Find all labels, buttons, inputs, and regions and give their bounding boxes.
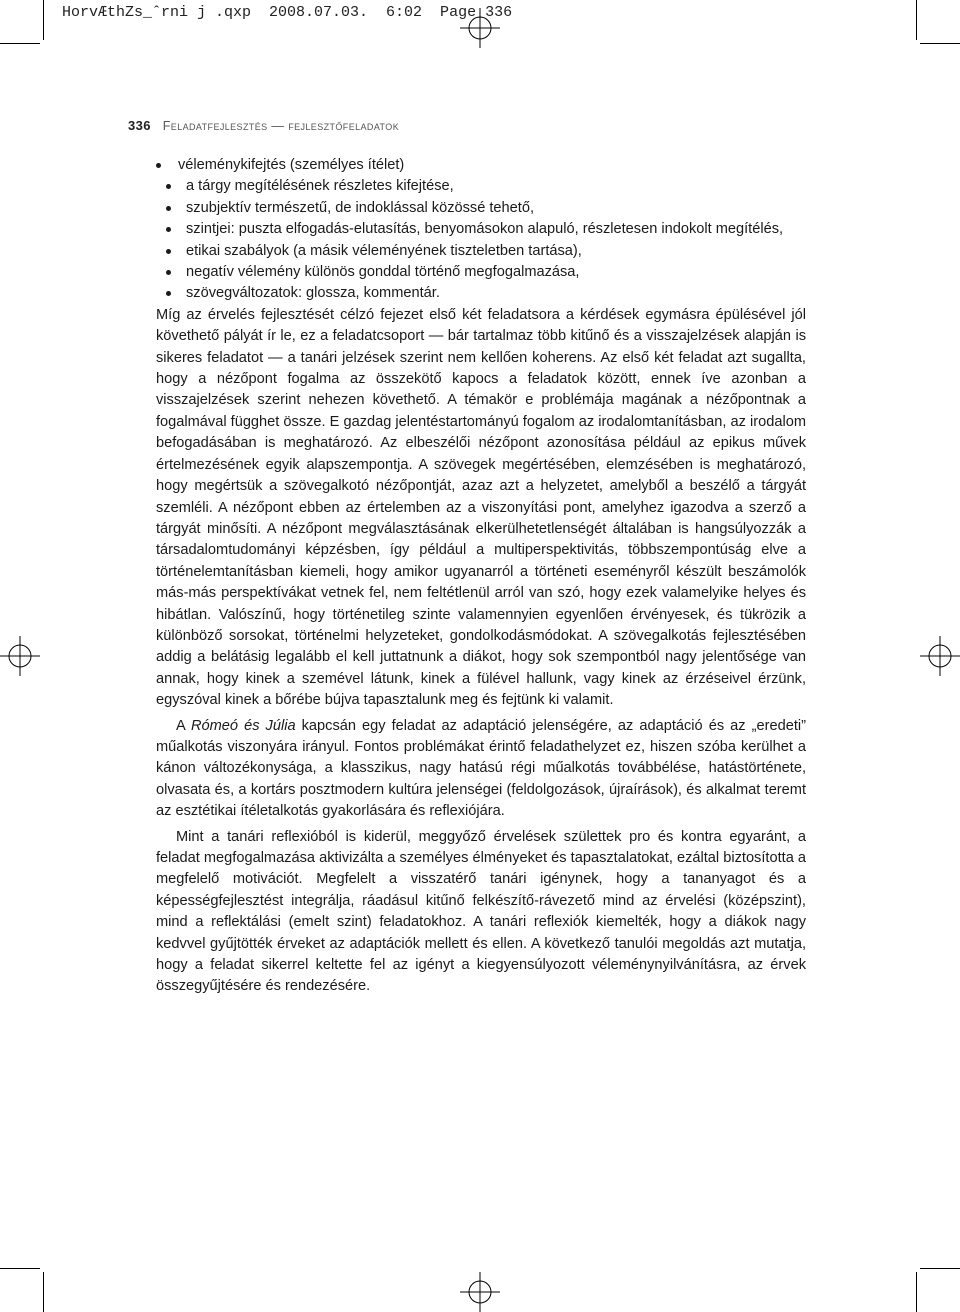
print-slug: HorvÆthZs_ˆrni j .qxp 2008.07.03. 6:02 Page 336	[62, 4, 513, 21]
crop-mark	[920, 1268, 960, 1269]
registration-mark-top	[460, 8, 500, 48]
crop-mark	[0, 43, 40, 44]
page-number: 336	[128, 118, 151, 133]
list-item: negatív vélemény különös gonddal történő megfogalmazása,	[166, 262, 806, 283]
crop-mark	[43, 1272, 44, 1312]
criteria-list	[156, 155, 806, 305]
list-item: véleménykifejtés (személyes ítélet)	[156, 155, 806, 176]
list-item: szintjei: puszta elfogadás-elutasítás, benyomásokon alapuló, részletesen indokolt megítélés,	[166, 219, 806, 240]
list-item: szövegváltozatok: glossza, kommentár.	[166, 283, 806, 304]
paragraph-3: Mint a tanári reflexióból is kiderül, meggyőző érvelések születtek pro és kontra egyaránt, a feladat megfogalmazása aktivizálta a személyes élményeket és tapasztalatokat, ezáltal biztosította a megfelelő motivációt. Megfelelt a visszatérő tanári igénynek, hogy a tananyagot és a képességfejlesztést integrálja, ráadásul kitűnő felkészítő-rávezető mind az érvelési (középszint), mind a reflektálási (emelt szint) feladatokhoz. A tanári reflexiók kiemelték, hogy a diákok nagy kedvvel gyűjtötték érveket az adaptációk mellett és ellen. A következő tanulói megoldás azt mutatja, hogy a feladat sikerrel keltette fel az igényt a kiegyensúlyozott véleménynyilvánításra, az érvek összegyűjtésére és rendezésére.	[156, 828, 806, 995]
list-item: a tárgy megítélésének részletes kifejtése,	[166, 176, 806, 197]
crop-mark	[916, 0, 917, 40]
crop-mark	[920, 43, 960, 44]
running-head	[128, 118, 399, 133]
running-head-title: Feladatfejlesztés — fejlesztőfeladatok	[162, 119, 400, 133]
list-item: szubjektív természetű, de indoklással közössé tehető,	[166, 198, 806, 219]
paragraph-1: Míg az érvelés fejlesztését célzó fejezet első két feladatsora a kérdések egymásra épülésével jól követhető pályát ír le, ez a feladatcsoport — bár tartalmaz több kitűnő és a visszajelzések alapján is sikeres feladatot — a tanári jelzések szerint nem kellően koherens. Az első két feladat azt sugallta, hogy a nézőpont fogalma az összekötő kapocs a feladatok között, ennek íve azonban a visszajelzések szerint nehezen követhető. A témakör e problémája magának a nézőpontnak a fogalmával függhet össze. E gazdag jelentéstartományú fogalom az irodalomtanításban, az irodalom befogadásában is meghatározó. Az elbeszélői nézőpont azonosítása például az epikus művek értelmezésének egyik alapszempontja. A szövegek megértésében, elemzésében is meghatározó, hogy megértsük a szövegalkotó nézőpontját, azaz azt a helyzetet, amelyből a beszélő a tárgyát szemléli. A nézőpont ebben az értelemben az a viszonyítási pont, amelyhez igazodva a szerző a tárgyát minősíti. A nézőpont megválasztásának elkerülhetetlenségét általában is hangsúlyozzák a társadalomtudományi képzésben, így például a multiperspektivitás, többszempontúság elve a történelemtanításban kiemeli, hogy amikor ugyanarról a történeti eseményről készült beszámolók más-más perspektívákat vetnek fel, nem feltétlenül arról van szó, hogy ezek valamelyike helyes és hibátlan. Valószínű, hogy történetileg szinte valamennyien egyenlően érvényesek, és tükrözik a különböző sorsokat, történelmi helyzeteket, gondolkodásmódokat. A szövegalkotás fejlesztésében addig a belátásig legalább el kell juttatnunk a diákot, hogy sok szempontból nagy jelentősége van annak, hogy kinek a szemével látunk, kinek a fülével hallunk, vagy kinek az érzéseivel érzünk, egyszóval kinek a bőrébe bújva tapasztalunk meg és fejtünk ki valamit.	[156, 306, 806, 709]
list-item: etikai szabályok (a másik véleményének tiszteletben tartása),	[166, 241, 806, 262]
registration-mark-right	[920, 636, 960, 676]
paragraph-2-text: A	[176, 717, 191, 734]
crop-mark	[43, 0, 44, 40]
registration-mark-bottom	[460, 1272, 500, 1312]
paragraph-2-text: kapcsán egy feladat az adaptáció jelenségére, az adaptáció és az „eredeti” műalkotás viszonyára irányul. Fontos problémákat érintő feladathelyzet ez, hiszen szóba kerülhet a kánon változékonysága, a klasszikus, nagy hatású régi műalkotás továbbélése, hatástörténete, olvasata és, a kortárs posztmodern kultúra jelenségei (feldolgozások, újraírások), és alkalmat teremt az esztétikai ítéletalkotás gyakorlására és reflexiójára.	[156, 717, 806, 820]
page-body	[156, 155, 806, 998]
crop-mark	[916, 1272, 917, 1312]
registration-mark-left	[0, 636, 40, 676]
paragraph-2	[156, 716, 806, 823]
crop-mark	[0, 1268, 40, 1269]
work-title: Rómeó és Júlia	[190, 717, 296, 734]
